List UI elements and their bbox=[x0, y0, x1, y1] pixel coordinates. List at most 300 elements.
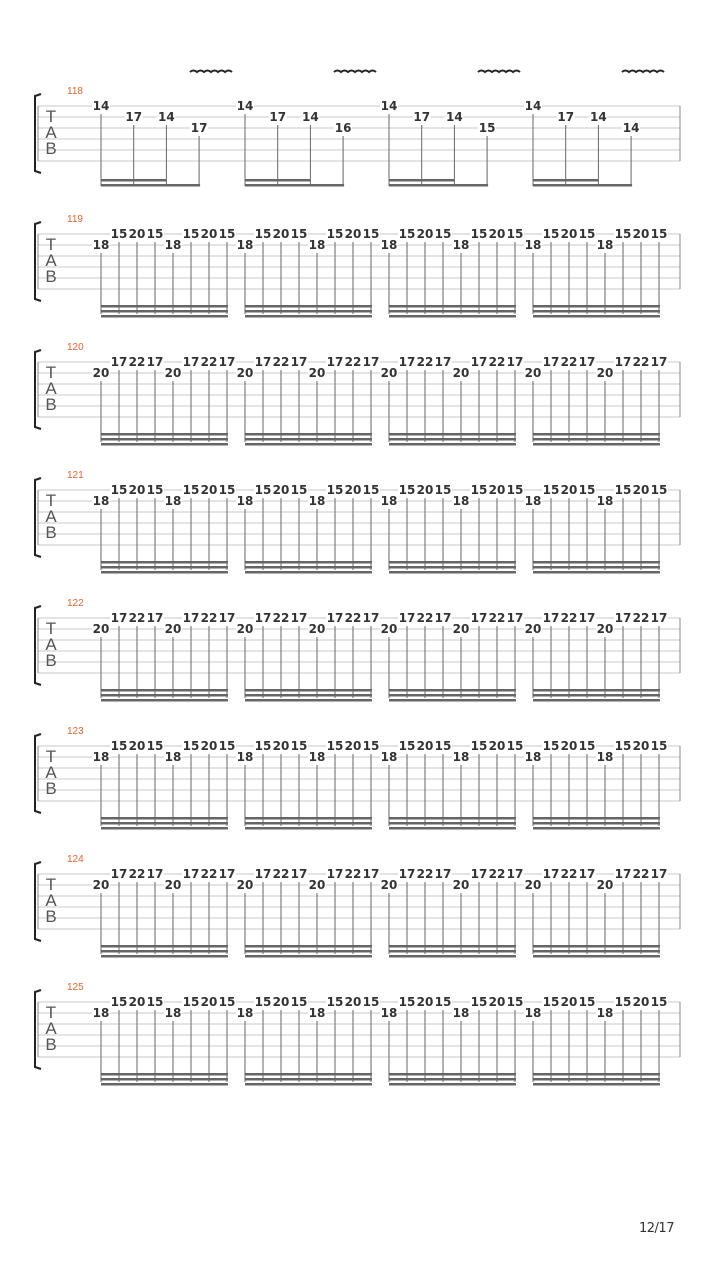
beam bbox=[533, 689, 660, 692]
fret-number: 18 bbox=[596, 750, 614, 764]
tab-clef-letter: A bbox=[45, 635, 57, 654]
fret-number: 15 bbox=[578, 483, 596, 497]
tab-system-124 bbox=[35, 854, 680, 958]
beam bbox=[101, 315, 228, 318]
fret-number: 15 bbox=[254, 739, 272, 753]
fret-number: 20 bbox=[416, 227, 434, 241]
beam bbox=[245, 817, 372, 820]
beam bbox=[245, 443, 372, 446]
fret-number: 20 bbox=[200, 227, 218, 241]
fret-number: 17 bbox=[218, 867, 236, 881]
fret-number: 17 bbox=[326, 355, 344, 369]
fret-number: 15 bbox=[290, 739, 308, 753]
beam bbox=[101, 950, 228, 953]
fret-number: 18 bbox=[92, 238, 110, 252]
fret-number: 15 bbox=[470, 739, 488, 753]
beam bbox=[101, 689, 228, 692]
beam bbox=[389, 179, 454, 182]
fret-number: 15 bbox=[110, 483, 128, 497]
beam bbox=[245, 310, 372, 313]
beam bbox=[101, 305, 228, 308]
fret-number: 20 bbox=[344, 483, 362, 497]
fret-number: 17 bbox=[434, 611, 452, 625]
fret-number: 20 bbox=[488, 995, 506, 1009]
fret-number: 15 bbox=[614, 227, 632, 241]
beam bbox=[389, 571, 516, 574]
fret-number: 22 bbox=[416, 355, 434, 369]
fret-number: 15 bbox=[542, 483, 560, 497]
fret-number: 15 bbox=[506, 739, 524, 753]
fret-number: 20 bbox=[92, 366, 110, 380]
fret-number: 14 bbox=[236, 99, 254, 113]
fret-number: 15 bbox=[398, 227, 416, 241]
fret-number: 15 bbox=[146, 227, 164, 241]
vibrato-mark bbox=[190, 71, 232, 73]
fret-number: 22 bbox=[200, 611, 218, 625]
fret-number: 17 bbox=[413, 110, 431, 124]
fret-number: 14 bbox=[158, 110, 175, 124]
fret-number: 17 bbox=[578, 611, 596, 625]
beam bbox=[101, 184, 200, 187]
measure-number: 120 bbox=[67, 342, 84, 353]
beam bbox=[533, 566, 660, 569]
fret-number: 20 bbox=[308, 622, 326, 636]
beam bbox=[245, 566, 372, 569]
fret-number: 22 bbox=[128, 611, 146, 625]
fret-number: 17 bbox=[557, 110, 575, 124]
beam bbox=[245, 1078, 372, 1081]
measure-number: 118 bbox=[67, 86, 83, 97]
fret-number: 20 bbox=[164, 622, 182, 636]
fret-number: 20 bbox=[380, 878, 398, 892]
fret-number: 22 bbox=[200, 355, 218, 369]
fret-number: 18 bbox=[452, 750, 470, 764]
fret-number: 20 bbox=[236, 366, 254, 380]
fret-number: 22 bbox=[344, 355, 362, 369]
beam bbox=[533, 571, 660, 574]
tab-clef-letter: B bbox=[45, 139, 57, 158]
fret-number: 14 bbox=[92, 99, 110, 113]
fret-number: 15 bbox=[362, 483, 380, 497]
beam bbox=[101, 817, 228, 820]
fret-number: 18 bbox=[236, 750, 254, 764]
tab-clef-letter: A bbox=[45, 891, 57, 910]
fret-number: 15 bbox=[614, 995, 632, 1009]
beam bbox=[533, 179, 598, 182]
beam bbox=[533, 443, 660, 446]
tab-system-123 bbox=[35, 726, 680, 830]
fret-number: 20 bbox=[344, 739, 362, 753]
fret-number: 18 bbox=[236, 238, 254, 252]
fret-number: 18 bbox=[164, 1006, 182, 1020]
fret-number: 20 bbox=[200, 483, 218, 497]
fret-number: 22 bbox=[128, 355, 146, 369]
beam bbox=[389, 689, 516, 692]
fret-number: 18 bbox=[524, 238, 542, 252]
beam bbox=[389, 822, 516, 825]
fret-number: 18 bbox=[236, 1006, 254, 1020]
fret-number: 17 bbox=[542, 867, 560, 881]
fret-number: 17 bbox=[470, 867, 488, 881]
fret-number: 22 bbox=[632, 355, 650, 369]
tab-clef-letter: T bbox=[45, 747, 57, 766]
beam bbox=[533, 433, 660, 436]
fret-number: 15 bbox=[470, 483, 488, 497]
fret-number: 20 bbox=[380, 366, 398, 380]
fret-number: 17 bbox=[542, 611, 560, 625]
beam bbox=[533, 827, 660, 830]
fret-number: 15 bbox=[434, 995, 452, 1009]
fret-number: 22 bbox=[344, 611, 362, 625]
fret-number: 17 bbox=[110, 867, 128, 881]
beam bbox=[101, 1073, 228, 1076]
beam bbox=[245, 184, 344, 187]
beam bbox=[389, 310, 516, 313]
fret-number: 15 bbox=[182, 227, 200, 241]
fret-number: 17 bbox=[290, 355, 308, 369]
fret-number: 15 bbox=[650, 227, 668, 241]
beam bbox=[101, 699, 228, 702]
tab-clef-letter: A bbox=[45, 123, 57, 142]
beam bbox=[533, 822, 660, 825]
fret-number: 22 bbox=[632, 867, 650, 881]
fret-number: 17 bbox=[614, 611, 632, 625]
beam bbox=[389, 827, 516, 830]
beam bbox=[533, 305, 660, 308]
tab-clef-letter: B bbox=[45, 267, 57, 286]
fret-number: 22 bbox=[488, 867, 506, 881]
fret-number: 17 bbox=[110, 355, 128, 369]
measure-number: 119 bbox=[67, 214, 83, 225]
beam bbox=[245, 1073, 372, 1076]
fret-number: 15 bbox=[614, 739, 632, 753]
beam bbox=[389, 305, 516, 308]
fret-number: 20 bbox=[560, 739, 578, 753]
fret-number: 18 bbox=[164, 494, 182, 508]
tab-clef-letter: B bbox=[45, 779, 57, 798]
beam bbox=[533, 561, 660, 564]
fret-number: 20 bbox=[452, 622, 470, 636]
fret-number: 20 bbox=[308, 366, 326, 380]
tab-clef-letter: A bbox=[45, 507, 57, 526]
fret-number: 17 bbox=[506, 611, 524, 625]
fret-number: 20 bbox=[632, 227, 650, 241]
fret-number: 18 bbox=[524, 494, 542, 508]
beam bbox=[101, 955, 228, 958]
tab-clef-letter: A bbox=[45, 1019, 57, 1038]
fret-number: 18 bbox=[380, 1006, 398, 1020]
beam bbox=[533, 1073, 660, 1076]
fret-number: 18 bbox=[92, 494, 110, 508]
fret-number: 20 bbox=[128, 995, 146, 1009]
beam bbox=[101, 433, 228, 436]
fret-number: 15 bbox=[110, 739, 128, 753]
fret-number: 15 bbox=[326, 995, 344, 1009]
tab-clef-letter: B bbox=[45, 395, 57, 414]
fret-number: 14 bbox=[524, 99, 542, 113]
fret-number: 15 bbox=[182, 739, 200, 753]
fret-number: 15 bbox=[254, 995, 272, 1009]
fret-number: 17 bbox=[146, 867, 164, 881]
fret-number: 22 bbox=[272, 355, 290, 369]
fret-number: 20 bbox=[128, 739, 146, 753]
fret-number: 22 bbox=[560, 611, 578, 625]
fret-number: 15 bbox=[470, 227, 488, 241]
fret-number: 15 bbox=[218, 995, 236, 1009]
fret-number: 18 bbox=[596, 494, 614, 508]
beam bbox=[389, 561, 516, 564]
beam bbox=[101, 827, 228, 830]
beam bbox=[389, 950, 516, 953]
tab-clef-letter: T bbox=[45, 363, 57, 382]
fret-number: 17 bbox=[614, 867, 632, 881]
beam bbox=[101, 443, 228, 446]
fret-number: 20 bbox=[596, 878, 614, 892]
fret-number: 17 bbox=[398, 355, 416, 369]
beam bbox=[245, 699, 372, 702]
fret-number: 17 bbox=[650, 611, 668, 625]
fret-number: 17 bbox=[290, 611, 308, 625]
fret-number: 20 bbox=[92, 878, 110, 892]
beam bbox=[101, 1083, 228, 1086]
fret-number: 22 bbox=[272, 867, 290, 881]
fret-number: 20 bbox=[632, 483, 650, 497]
fret-number: 20 bbox=[416, 739, 434, 753]
fret-number: 22 bbox=[560, 867, 578, 881]
fret-number: 20 bbox=[272, 227, 290, 241]
beam bbox=[533, 694, 660, 697]
beam bbox=[533, 950, 660, 953]
fret-number: 17 bbox=[650, 867, 668, 881]
fret-number: 17 bbox=[398, 611, 416, 625]
fret-number: 20 bbox=[164, 366, 182, 380]
fret-number: 18 bbox=[164, 238, 182, 252]
tab-clef-letter: B bbox=[45, 1035, 57, 1054]
fret-number: 20 bbox=[488, 739, 506, 753]
fret-number: 18 bbox=[308, 238, 326, 252]
fret-number: 15 bbox=[506, 227, 524, 241]
beam bbox=[101, 310, 228, 313]
beam bbox=[245, 827, 372, 830]
fret-number: 18 bbox=[596, 1006, 614, 1020]
fret-number: 22 bbox=[272, 611, 290, 625]
fret-number: 15 bbox=[362, 995, 380, 1009]
fret-number: 15 bbox=[290, 227, 308, 241]
measure-number: 121 bbox=[67, 470, 84, 481]
beam bbox=[389, 694, 516, 697]
beam bbox=[533, 310, 660, 313]
fret-number: 17 bbox=[614, 355, 632, 369]
beam bbox=[389, 817, 516, 820]
fret-number: 15 bbox=[434, 483, 452, 497]
page-number: 12/17 bbox=[639, 1221, 674, 1236]
fret-number: 15 bbox=[578, 739, 596, 753]
fret-number: 17 bbox=[254, 355, 272, 369]
beam bbox=[533, 315, 660, 318]
beam bbox=[389, 443, 516, 446]
fret-number: 17 bbox=[218, 611, 236, 625]
fret-number: 22 bbox=[416, 867, 434, 881]
tab-system-118 bbox=[35, 71, 680, 187]
beam bbox=[101, 566, 228, 569]
beam bbox=[245, 433, 372, 436]
tab-clef-letter: A bbox=[45, 379, 57, 398]
beam bbox=[533, 1078, 660, 1081]
beam bbox=[101, 945, 228, 948]
fret-number: 15 bbox=[506, 995, 524, 1009]
fret-number: 18 bbox=[452, 1006, 470, 1020]
fret-number: 15 bbox=[182, 483, 200, 497]
fret-number: 17 bbox=[362, 611, 380, 625]
beam bbox=[245, 1083, 372, 1086]
fret-number: 15 bbox=[146, 483, 164, 497]
tab-clef-letter: T bbox=[45, 107, 57, 126]
fret-number: 15 bbox=[578, 995, 596, 1009]
beam bbox=[533, 1083, 660, 1086]
beam bbox=[389, 566, 516, 569]
fret-number: 15 bbox=[614, 483, 632, 497]
fret-number: 15 bbox=[362, 227, 380, 241]
fret-number: 15 bbox=[542, 995, 560, 1009]
fret-number: 15 bbox=[398, 739, 416, 753]
fret-number: 15 bbox=[218, 739, 236, 753]
fret-number: 17 bbox=[362, 355, 380, 369]
fret-number: 15 bbox=[290, 483, 308, 497]
fret-number: 17 bbox=[326, 611, 344, 625]
fret-number: 17 bbox=[362, 867, 380, 881]
fret-number: 17 bbox=[146, 611, 164, 625]
fret-number: 20 bbox=[344, 995, 362, 1009]
fret-number: 20 bbox=[200, 739, 218, 753]
fret-number: 22 bbox=[416, 611, 434, 625]
beam bbox=[101, 561, 228, 564]
fret-number: 17 bbox=[470, 355, 488, 369]
fret-number: 17 bbox=[182, 867, 200, 881]
beam bbox=[101, 571, 228, 574]
fret-number: 15 bbox=[326, 483, 344, 497]
fret-number: 15 bbox=[478, 121, 496, 135]
fret-number: 15 bbox=[146, 739, 164, 753]
fret-number: 15 bbox=[650, 483, 668, 497]
fret-number: 15 bbox=[254, 483, 272, 497]
fret-number: 20 bbox=[344, 227, 362, 241]
fret-number: 18 bbox=[452, 238, 470, 252]
fret-number: 15 bbox=[434, 739, 452, 753]
tab-clef-letter: T bbox=[45, 1003, 57, 1022]
beam bbox=[389, 1078, 516, 1081]
fret-number: 18 bbox=[164, 750, 182, 764]
fret-number: 22 bbox=[200, 867, 218, 881]
beam bbox=[533, 184, 632, 187]
beam bbox=[533, 817, 660, 820]
fret-number: 22 bbox=[488, 355, 506, 369]
beam bbox=[101, 179, 166, 182]
tab-system-122 bbox=[35, 598, 680, 702]
fret-number: 15 bbox=[326, 739, 344, 753]
fret-number: 22 bbox=[560, 355, 578, 369]
vibrato-mark bbox=[334, 71, 376, 73]
beam bbox=[245, 694, 372, 697]
fret-number: 20 bbox=[92, 622, 110, 636]
fret-number: 18 bbox=[308, 750, 326, 764]
beam bbox=[389, 184, 488, 187]
fret-number: 17 bbox=[254, 611, 272, 625]
tab-clef-letter: A bbox=[45, 763, 57, 782]
beam bbox=[533, 955, 660, 958]
fret-number: 16 bbox=[334, 121, 352, 135]
beam bbox=[533, 945, 660, 948]
fret-number: 17 bbox=[506, 355, 524, 369]
tab-clef-letter: T bbox=[45, 875, 57, 894]
fret-number: 20 bbox=[164, 878, 182, 892]
beam bbox=[245, 315, 372, 318]
fret-number: 20 bbox=[560, 995, 578, 1009]
fret-number: 14 bbox=[622, 121, 640, 135]
fret-number: 18 bbox=[452, 494, 470, 508]
fret-number: 18 bbox=[380, 238, 398, 252]
beam bbox=[245, 689, 372, 692]
fret-number: 22 bbox=[488, 611, 506, 625]
fret-number: 18 bbox=[380, 750, 398, 764]
tab-system-121 bbox=[35, 470, 680, 574]
fret-number: 20 bbox=[236, 622, 254, 636]
fret-number: 18 bbox=[308, 1006, 326, 1020]
fret-number: 15 bbox=[146, 995, 164, 1009]
fret-number: 18 bbox=[596, 238, 614, 252]
fret-number: 17 bbox=[434, 867, 452, 881]
fret-number: 20 bbox=[128, 483, 146, 497]
beam bbox=[245, 955, 372, 958]
measure-number: 125 bbox=[67, 982, 84, 993]
measure-number: 122 bbox=[67, 598, 84, 609]
fret-number: 15 bbox=[218, 483, 236, 497]
measure-number: 123 bbox=[67, 726, 84, 737]
beam bbox=[245, 438, 372, 441]
beam bbox=[101, 694, 228, 697]
fret-number: 17 bbox=[578, 867, 596, 881]
beam bbox=[533, 438, 660, 441]
beam bbox=[245, 950, 372, 953]
fret-number: 20 bbox=[272, 483, 290, 497]
fret-number: 15 bbox=[218, 227, 236, 241]
beam bbox=[389, 433, 516, 436]
fret-number: 17 bbox=[190, 121, 208, 135]
fret-number: 15 bbox=[542, 227, 560, 241]
fret-number: 20 bbox=[596, 366, 614, 380]
fret-number: 20 bbox=[560, 227, 578, 241]
beam bbox=[389, 315, 516, 318]
fret-number: 20 bbox=[452, 366, 470, 380]
fret-number: 14 bbox=[302, 110, 319, 124]
fret-number: 15 bbox=[650, 995, 668, 1009]
fret-number: 15 bbox=[110, 227, 128, 241]
fret-number: 17 bbox=[434, 355, 452, 369]
beam bbox=[101, 438, 228, 441]
fret-number: 14 bbox=[446, 110, 463, 124]
tab-clef-letter: B bbox=[45, 523, 57, 542]
beam bbox=[389, 1073, 516, 1076]
beam bbox=[245, 305, 372, 308]
measure-number: 124 bbox=[67, 854, 84, 865]
fret-number: 15 bbox=[506, 483, 524, 497]
fret-number: 15 bbox=[254, 227, 272, 241]
fret-number: 15 bbox=[542, 739, 560, 753]
fret-number: 20 bbox=[524, 622, 542, 636]
fret-number: 20 bbox=[308, 878, 326, 892]
fret-number: 20 bbox=[524, 878, 542, 892]
fret-number: 17 bbox=[578, 355, 596, 369]
fret-number: 22 bbox=[344, 867, 362, 881]
